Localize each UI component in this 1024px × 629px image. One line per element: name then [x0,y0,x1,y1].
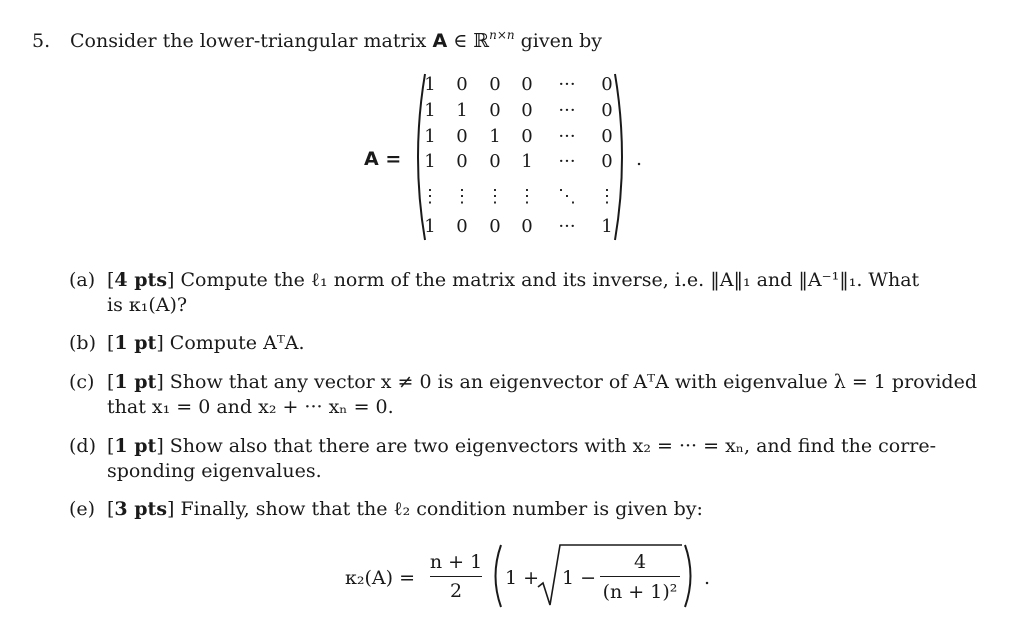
matrix-cell-r2-c4: 0 [521,100,533,121]
matrix-cell-r6-c6: 1 [601,216,613,237]
problem-intro: Consider the lower-triangular matrix A ∈ ℝ$^{n\times n}$ given by [70,28,603,52]
part-e-label: (e) [69,498,96,520]
part-c-text-line2: that x₁ = 0 and x₂ + ··· xₙ = 0. [107,396,394,418]
matrix-cell-r5-c6: ⋮ [598,186,616,207]
matrix-cell-r5-c5: ⋱ [558,186,576,207]
matrix-cell-r5-c1: ⋮ [421,186,439,207]
matrix-cell-r4-c6: 0 [601,151,613,172]
part-e-text: [3 pts] Finally, show that the ℓ₂ condition number is given by: [107,498,703,520]
matrix-cell-r3-c1: 1 [424,126,436,147]
matrix-cell-r6-c2: 0 [456,216,468,237]
part-a-label: (a) [69,269,96,291]
formula-lhs: κ₂(A) = [345,567,415,589]
matrix-cell-r6-c3: 0 [489,216,501,237]
part-d-text-line2: sponding eigenvalues. [107,460,322,482]
part-d-text: [1 pt] Show also that there are two eigenvectors with x₂ = ··· = xₙ, and find the corre- [107,435,937,457]
part-b-text: [1 pt] Compute AᵀA. [107,332,305,354]
matrix-cell-r3-c6: 0 [601,126,613,147]
matrix-cell-r6-c1: 1 [424,216,436,237]
formula-frac-denominator: 2 [449,580,463,602]
formula-trailing-period: . [704,567,711,589]
part-d-label: (d) [69,435,96,457]
formula-frac-bar [430,576,482,577]
part-a-text: [4 pts] Compute the ℓ₁ norm of the matrix and its inverse, i.e. ‖A‖₁ and ‖A⁻¹‖₁. What [107,269,920,291]
matrix-cell-r3-c4: 0 [521,126,533,147]
matrix-cell-r6-c5: ··· [558,216,576,237]
matrix-cell-r1-c2: 0 [456,74,468,95]
formula-right-paren [682,543,698,609]
matrix-cell-r2-c3: 0 [489,100,501,121]
matrix-cell-r6-c4: 0 [521,216,533,237]
matrix-cell-r5-c3: ⋮ [486,186,504,207]
matrix-cell-r2-c1: 1 [424,100,436,121]
matrix-cell-r1-c6: 0 [601,74,613,95]
formula-inner-numerator: 4 [633,551,647,573]
matrix-cell-r4-c2: 0 [456,151,468,172]
formula-inner-bar [600,576,680,577]
part-b-label: (b) [69,332,96,354]
matrix-cell-r3-c3: 1 [489,126,501,147]
matrix-cell-r5-c2: ⋮ [453,186,471,207]
matrix-cell-r3-c5: ··· [558,126,576,147]
formula-one-plus: 1 + [505,567,540,589]
matrix-trailing-period: . [636,148,643,170]
matrix-cell-r1-c3: 0 [489,74,501,95]
matrix-cell-r2-c6: 0 [601,100,613,121]
matrix-cell-r1-c5: ··· [558,74,576,95]
part-c-label: (c) [69,371,95,393]
matrix-cell-r4-c4: 1 [521,151,533,172]
matrix-cell-r4-c3: 0 [489,151,501,172]
matrix-cell-r1-c4: 0 [521,74,533,95]
formula-inner-denominator: (n + 1)² [602,581,678,603]
formula-left-paren [488,543,504,609]
matrix-cell-r4-c5: ··· [558,151,576,172]
formula-one-minus: 1 − [562,567,597,589]
matrix-cell-r3-c2: 0 [456,126,468,147]
matrix-cell-r5-c4: ⋮ [518,186,536,207]
formula-frac-numerator: n + 1 [429,551,483,573]
matrix-label: A = [364,148,402,170]
part-c-text: [1 pt] Show that any vector x ≠ 0 is an eigenvector of AᵀA with eigenvalue λ = 1 provided [107,371,977,393]
part-a-text-line2: is κ₁(A)? [107,294,188,316]
matrix-cell-r1-c1: 1 [424,74,436,95]
matrix-cell-r4-c1: 1 [424,151,436,172]
matrix-cell-r2-c5: ··· [558,100,576,121]
problem-number: 5. [32,30,51,52]
matrix-cell-r2-c2: 1 [456,100,468,121]
